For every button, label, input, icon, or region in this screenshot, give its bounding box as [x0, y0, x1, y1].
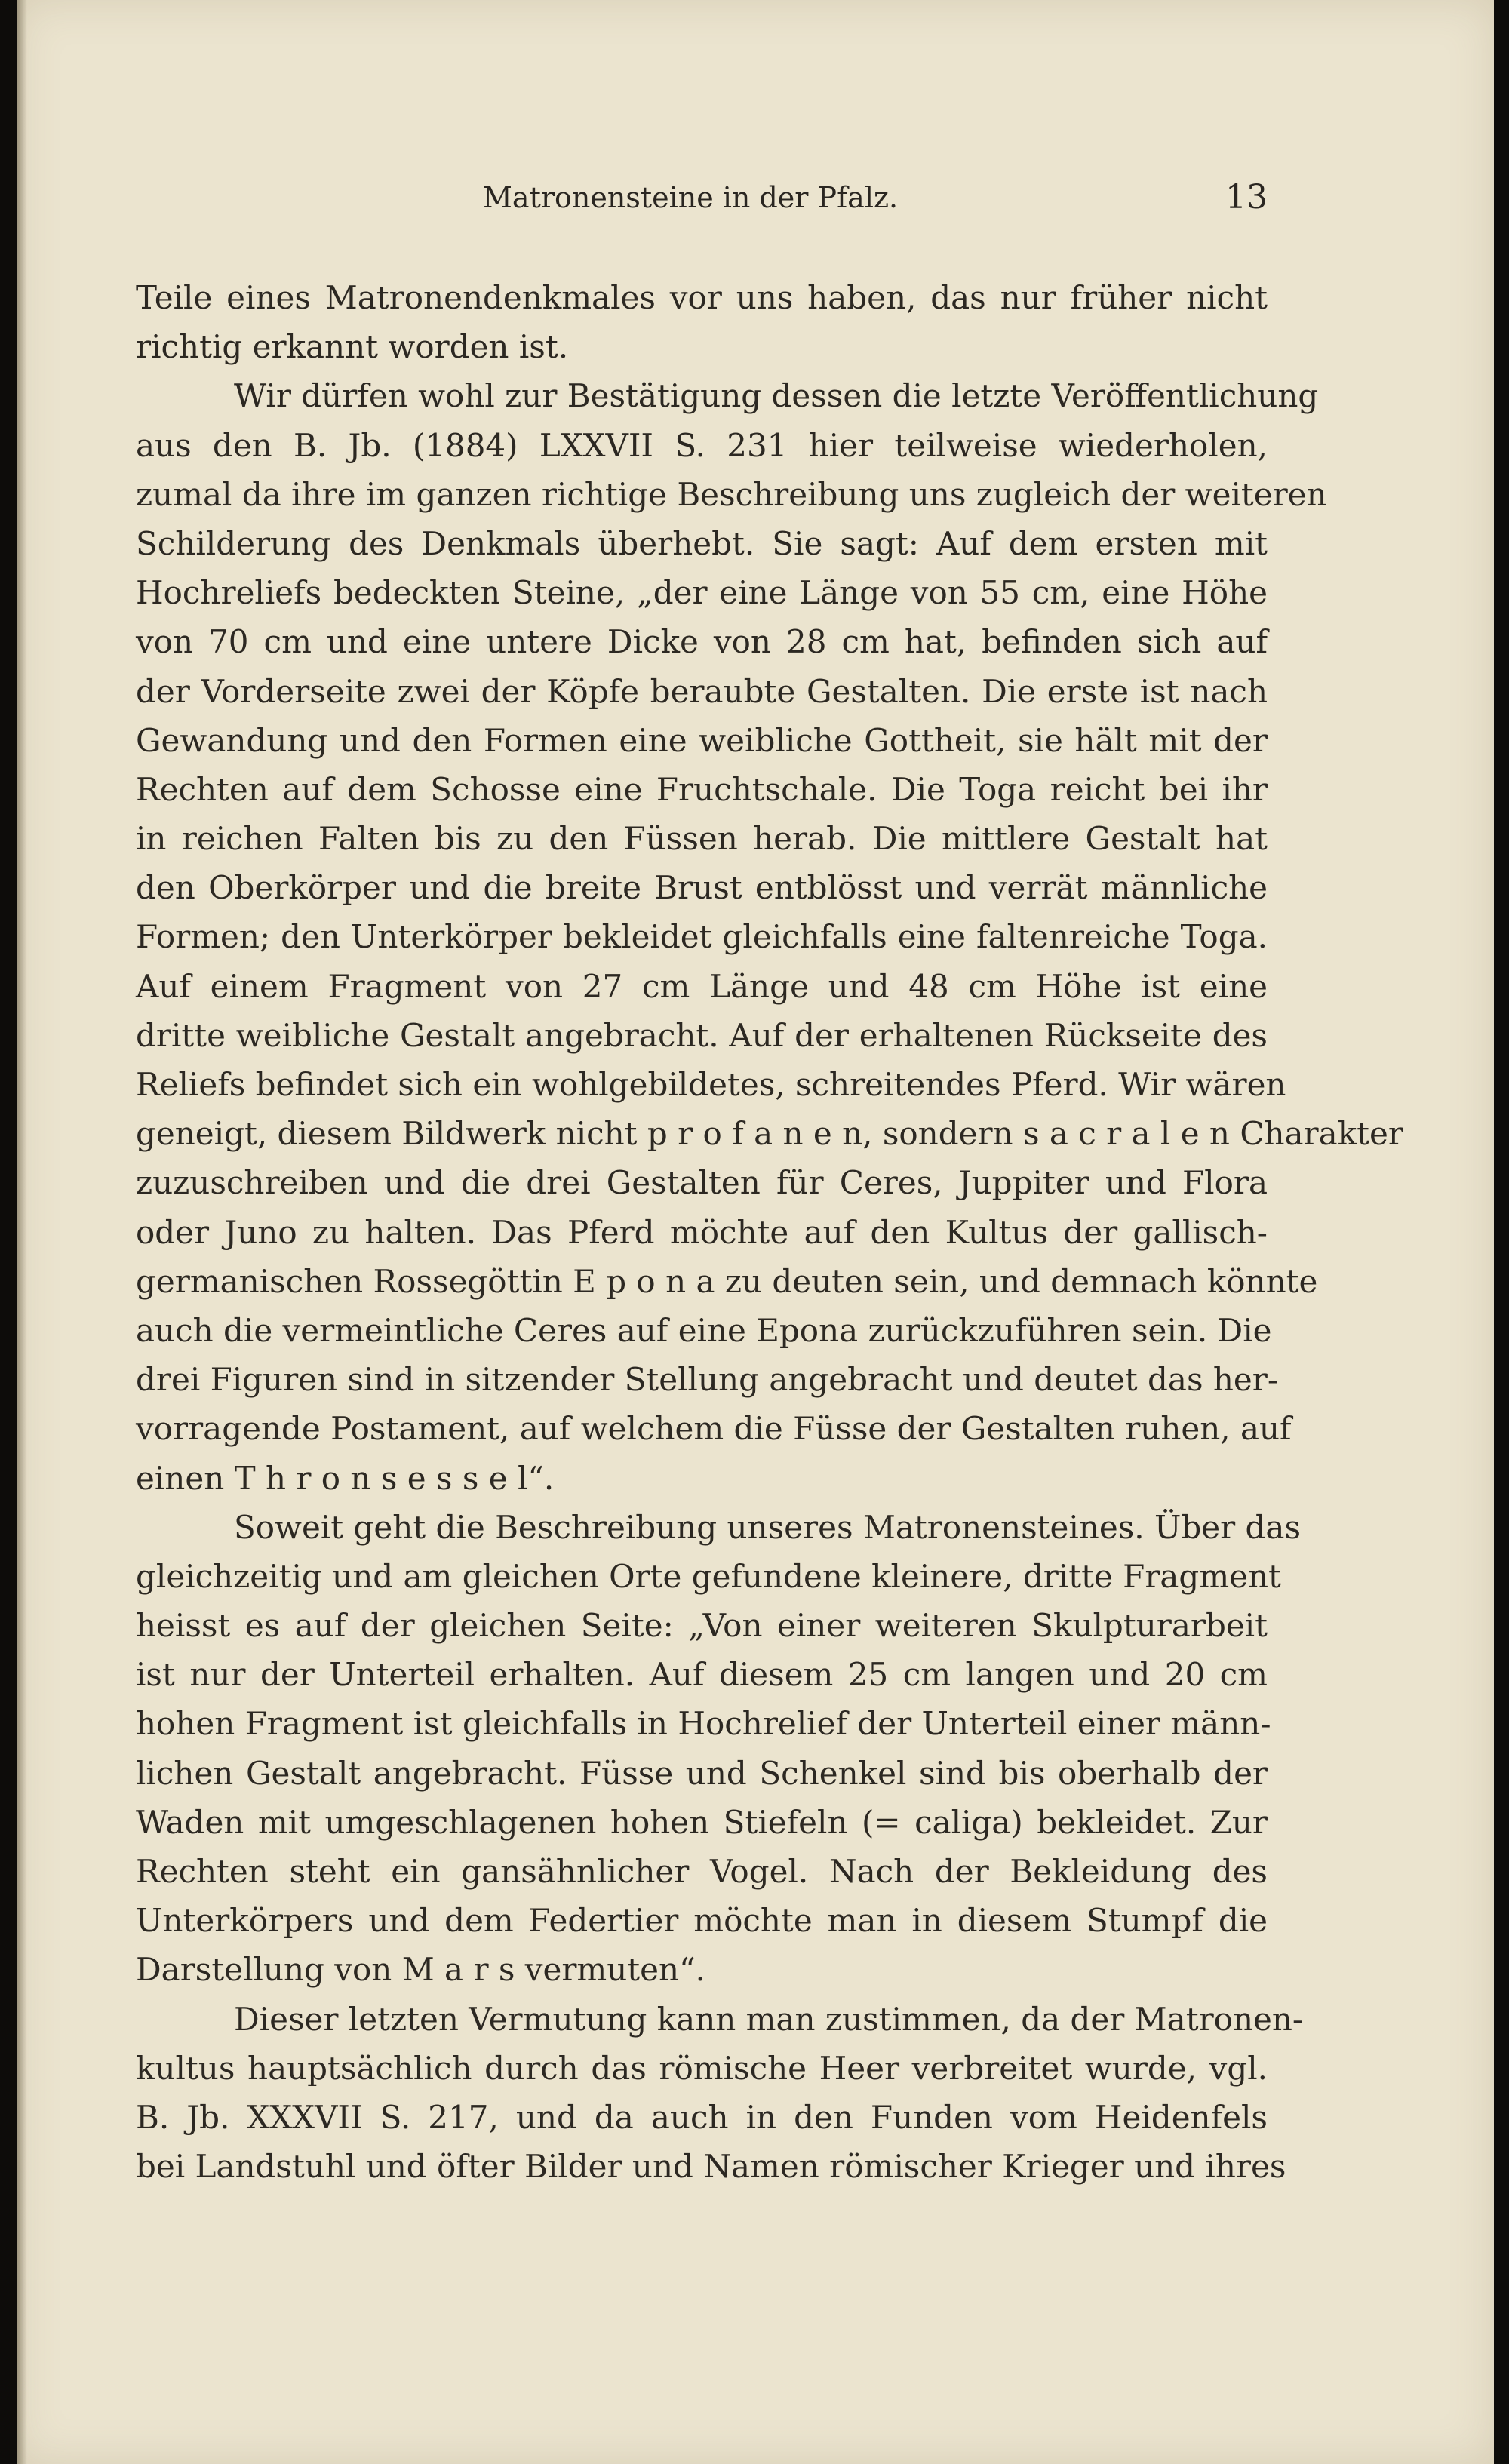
text-line: Teile eines Matronendenkmales vor uns haben, das nur früher nicht	[136, 279, 1268, 316]
text-line: Soweit geht die Beschreibung unseres Matronensteines. Über das	[234, 1508, 1302, 1546]
page-number: 13	[1225, 178, 1268, 217]
page-header	[136, 172, 1268, 232]
text-line: Dieser letzten Vermutung kann man zustimmen, da der Matronen-	[234, 2000, 1304, 2038]
text-line: zuzuschreiben und die drei Gestalten für Ceres, Juppiter und Flora	[136, 1164, 1268, 1202]
text-line: Rechten steht ein gansähnlicher Vogel. Nach der Bekleidung des	[136, 1853, 1268, 1890]
text-line: lichen Gestalt angebracht. Füsse und Schenkel sind bis oberhalb der	[136, 1754, 1268, 1792]
text-line: von 70 cm und eine untere Dicke von 28 cm hat, befinden sich auf	[136, 623, 1268, 661]
text-line: aus den B. Jb. (1884) LXXVII S. 231 hier teilweise wiederholen,	[136, 426, 1268, 464]
text-line: Unterkörpers und dem Federtier möchte man in diesem Stumpf die	[136, 1902, 1268, 1940]
page-gutter-shadow	[17, 0, 27, 2464]
text-line: einen T h r o n s e s s e l“.	[136, 1459, 555, 1497]
text-line: oder Juno zu halten. Das Pferd möchte auf den Kultus der gallisch-	[136, 1213, 1268, 1251]
text-line: ist nur der Unterteil erhalten. Auf diesem 25 cm langen und 20 cm	[136, 1656, 1268, 1694]
text-line: gleichzeitig und am gleichen Orte gefundene kleinere, dritte Fragment	[136, 1557, 1281, 1595]
text-line: hohen Fragment ist gleichfalls in Hochrelief der Unterteil einer männ-	[136, 1705, 1271, 1743]
text-line: Wir dürfen wohl zur Bestätigung dessen die letzte Veröffentlichung	[234, 377, 1319, 415]
text-line: der Vorderseite zwei der Köpfe beraubte Gestalten. Die erste ist nach	[136, 672, 1268, 710]
text-line: B. Jb. XXXVII S. 217, und da auch in den Funden vom Heidenfels	[136, 2098, 1268, 2136]
text-line: Waden mit umgeschlagenen hohen Stiefeln (= caliga) bekleidet. Zur	[136, 1803, 1268, 1841]
text-line: drei Figuren sind in sitzender Stellung angebracht und deutet das her-	[136, 1361, 1279, 1399]
text-line: Reliefs befindet sich ein wohlgebildetes, schreitendes Pferd. Wir wären	[136, 1066, 1286, 1103]
text-line: Gewandung und den Formen eine weibliche Gottheit, sie hält mit der	[136, 721, 1268, 759]
text-line: den Oberkörper und die breite Brust entblösst und verrät männliche	[136, 869, 1268, 907]
text-line: heisst es auf der gleichen Seite: „Von einer weiteren Skulpturarbeit	[136, 1607, 1268, 1645]
body-text	[136, 273, 1403, 2191]
text-line: auch die vermeintliche Ceres auf eine Epona zurückzuführen sein. Die	[136, 1311, 1272, 1349]
text-line: in reichen Falten bis zu den Füssen herab. Die mittlere Gestalt hat	[136, 820, 1268, 858]
text-line: dritte weibliche Gestalt angebracht. Auf der erhaltenen Rückseite des	[136, 1016, 1268, 1054]
text-line: kultus hauptsächlich durch das römische Heer verbreitet wurde, vgl.	[136, 2049, 1268, 2087]
text-line: Rechten auf dem Schosse eine Fruchtschale. Die Toga reicht bei ihr	[136, 770, 1268, 808]
text-line: Hochreliefs bedeckten Steine, „der eine Länge von 55 cm, eine Höhe	[136, 574, 1268, 612]
text-line: Auf einem Fragment von 27 cm Länge und 48 cm Höhe ist eine	[136, 967, 1268, 1005]
text-line: zumal da ihre im ganzen richtige Beschreibung uns zugleich der weiteren	[136, 475, 1327, 513]
text-line: Schilderung des Denkmals überhebt. Sie sagt: Auf dem ersten mit	[136, 524, 1268, 562]
text-line: Darstellung von M a r s vermuten“.	[136, 1951, 705, 1989]
text-line: vorragende Postament, auf welchem die Füsse der Gestalten ruhen, auf	[136, 1410, 1292, 1448]
text-line: germanischen Rossegöttin E p o n a zu deuten sein, und demnach könnte	[136, 1262, 1318, 1300]
text-line: bei Landstuhl und öfter Bilder und Namen römischer Krieger und ihres	[136, 2148, 1286, 2186]
text-line: Formen; den Unterkörper bekleidet gleichfalls eine faltenreiche Toga.	[136, 918, 1268, 956]
text-line: geneigt, diesem Bildwerk nicht p r o f a n e n, sondern s a c r a l e n Charakter	[136, 1115, 1403, 1153]
running-title: Matronensteine in der Pfalz.	[483, 181, 899, 214]
text-line: richtig erkannt worden ist.	[136, 328, 569, 366]
